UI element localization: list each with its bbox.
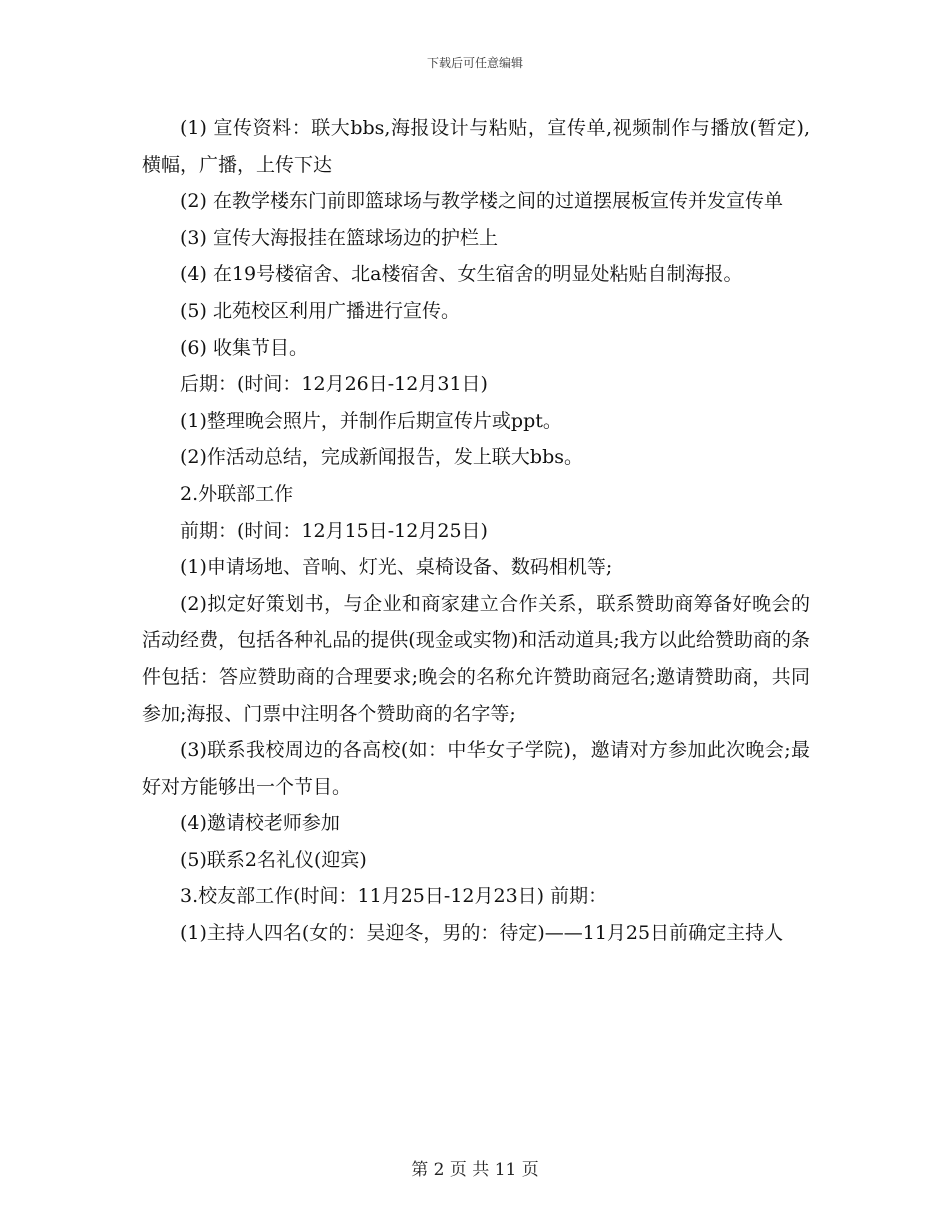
paragraph: (5) 北苑校区利用广播进行宣传。 [180,299,460,322]
page-header: 下载后可任意编辑 [426,56,523,70]
paragraph: (2)作活动总结，完成新闻报告，发上联大bbs。 [180,446,583,469]
paragraph: (3)联系我校周边的各高校(如：中华女子学院)，邀请对方参加此次晚会;最好对方能够出一个节目。 [142,739,810,798]
section-heading: 2.外联部工作 [180,482,294,505]
paragraph: (2) 在教学楼东门前即篮球场与教学楼之间的过道摆展板宣传并发宣传单 [180,190,783,213]
paragraph: (5)联系2名礼仪(迎宾) [180,848,367,871]
section-heading: 前期：(时间：12月15日-12月25日) [180,519,488,542]
paragraph: (1) 宣传资料：联大bbs,海报设计与粘贴，宣传单,视频制作与播放(暂定),横幅，广播，上传下达 [142,117,810,176]
paragraph: (1)整理晚会照片，并制作后期宣传片或ppt。 [180,409,562,432]
paragraph: (3) 宣传大海报挂在篮球场边的护栏上 [180,226,498,249]
section-heading: 3.校友部工作(时间：11月25日-12月23日) 前期： [180,885,608,908]
paragraph: (2)拟定好策划书，与企业和商家建立合作关系，联系赞助商筹备好晚会的活动经费，包括各种礼品的提供(现金或实物)和活动道具;我方以此给赞助商的条件包括：答应赞助商的合理要求;晚会的名称允许赞助商冠名;邀请赞助商，共同参加;海报、门票中注明各个赞助商的名字等; [142,592,810,725]
section-heading: 后期：(时间：12月26日-12月31日) [180,373,488,396]
paragraph: (4)邀请校老师参加 [180,812,340,835]
paragraph: (1)申请场地、音响、灯光、桌椅设备、数码相机等; [180,556,613,579]
paragraph: (6) 收集节目。 [180,336,308,359]
document-body [142,110,810,952]
paragraph: (1)主持人四名(女的：吴迎冬，男的：待定)——11月25日前确定主持人 [180,922,784,945]
paragraph: (4) 在19号楼宿舍、北a楼宿舍、女生宿舍的明显处粘贴自制海报。 [180,263,743,286]
page-footer: 第 2 页 共 11 页 [411,1160,539,1180]
